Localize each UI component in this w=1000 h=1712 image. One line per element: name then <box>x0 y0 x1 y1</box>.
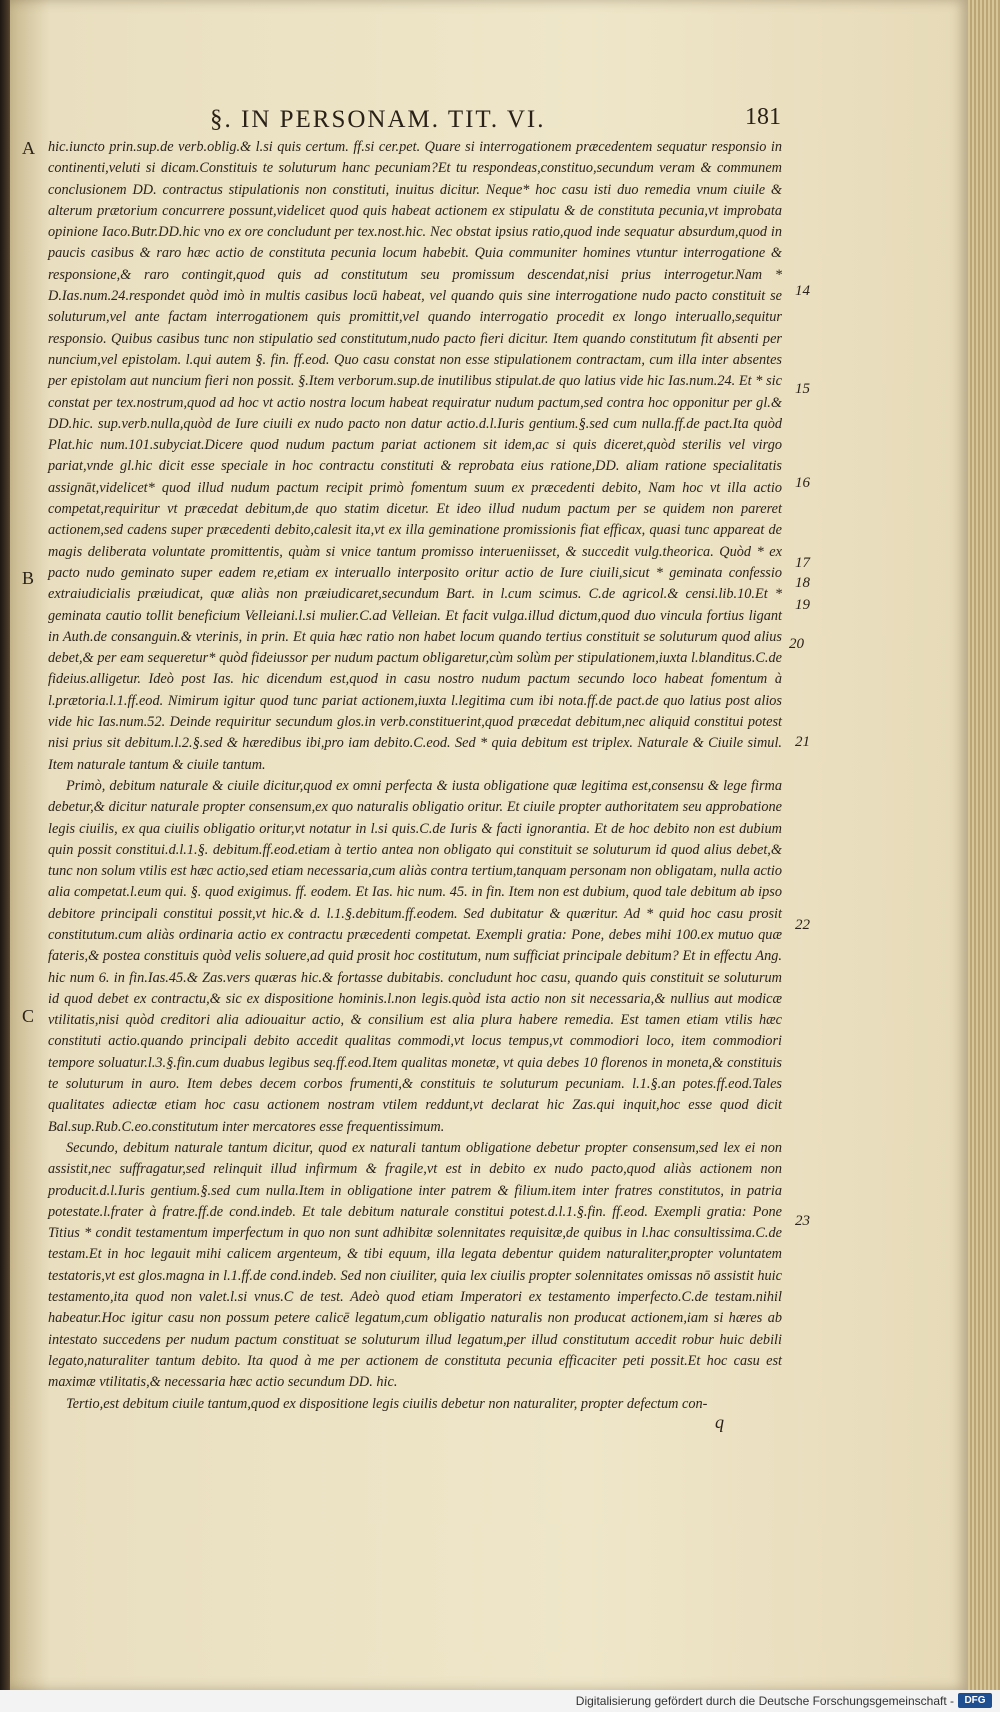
paragraph: Secundo, debitum naturale tantum dicitur, quod ex naturali tantum obligatione debetur propter consensum,sed lex ei non assistit,nec suffragatur,sed relinquit illud infirmum & fragile,vt est in debito ex nudo pacto,quod aliàs actionem non producit.d.l.Iuris gentium.§.sed cum nulla.Item in obligatione inter patrem & filium.item inter fratres constitutos, in patria potestate.l.frater à fratre.ff.de cond.indeb. Et tale debitum naturale constitui potest.d.l.1.§.fin. ff.eod. Exempli gratia: Pone Titius * condit testamentum imperfectum in quo non sunt adhibitæ solennitates requisitæ,de quibus in l.hac consultissima.C.de testam.Et in hoc legauit mihi calicem argenteum, & tibi equum, illa legata debentur quidem naturaliter,propter voluntatem testatoris,vt est glos.magna in l.1.ff.de cond.indeb. Sed non ciuiliter, quia lex ciuilis propter solennitates omissas nō assistit huic testamento,ita quod non valet.l.si vnus.C de test. Adeò quod etiam Imperatori ex testamento imperfecto.C.de testam.nihil habeatur.Hoc igitur casu non possum petere calicē legatum,cum obligatio naturalis non producat actionem,iam si hæres ab intestato succedens per nudum pactum constituat se soluturum illud legatum,per illud constitutum accedit robur huic debili legato,naturaliter tantum debito. Ita quod à me per actionem de constituta pecunia efficaciter peti possit.Et hoc casu est maximæ vtilitatis,& necessaria hæc actio secundum DD. hic. <box>48 1139 782 1391</box>
section-marker-a: A <box>22 138 35 158</box>
margin-number: 22 <box>795 917 810 933</box>
page-fore-edge <box>968 0 1000 1690</box>
dfg-logo: DFG <box>958 1693 992 1708</box>
margin-number: 16 <box>795 475 810 491</box>
margin-number: 15 <box>795 381 810 397</box>
book-page <box>10 0 968 1690</box>
page-number: 181 <box>745 104 781 130</box>
margin-number: 17 <box>795 555 810 571</box>
margin-number: 21 <box>795 734 810 750</box>
paragraph: Primò, debitum naturale & ciuile dicitur,quod ex omni perfecta & iusta obligatione quæ legitima est,consensu & lege firma debetur,& dicitur naturale propter consensum,ex quo naturalis obligatio oritur. Et ciuile propter authoritatem seu approbatione legis ciuilis, ex qua ciuilis obligatio oritur,vt notatur in l.si quis.C.de Iuris & facti ignorantia. Et de hoc debito non est dubium quin possit constitui.d.l.1.§. debitum.ff.eod.etiam à tertio antea non obligato qui constituit se soluturum id quod alius debet,& tunc non solum vtilis est hæc actio,sed etiam necessaria,cum aliàs contra tertium,tanquam personam non obligatam, nulla actio alia competat.l.eum qui. §. quod exigimus. ff. eodem. Et Ias. hic num. 45. in fin. Item non est dubium, quod tale debitum ab ipso debitore principali constitui possit,vt hic.& d. l.1.§.debitum.ff.eodem. Sed dubitatur & quæritur. Ad * quid hoc casu prosit constitutum.cum aliàs ordinaria actio ex contractu præcedenti competat. Exempli gratia: Pone, debes mihi 100.ex mutuo quæ fateris,& postea constituis quòd velis soluere,ad quid prosit hoc costitutum, num sufficiat principale debitum? Et in effectu Ang. hic num 6. in fin.Ias.45.& Zas.vers quæras hic.& fortasse dubitabis. concludunt hoc casu, quando quis constituit se soluturum id quod debet ex contractu,& sic ex dispositione hominis.l.non legis.quòd ista actio non sit necessaria,& nullius aut modicæ vtilitatis,nisi quòd creditori alia adiouaitur actio, & consilium est alia plura habere remedia. Est tamen etiam vtilis hæc constituti actio.quando principali debito accedit qualitas commodi,vt locus tempus,vt commodiori loco, item commodiori tempore soluatur.l.3.§.fin.cum duabus legibus seq.ff.eod.Item qualitas monetæ, vt quia debes 10 florenos in moneta,& constituis te soluturum in auro. Item debes decem corbos frumenti,& constituis te soluturum pecuniam. l.1.§.an potes.ff.eod.Tales qualitates adiectæ etiam hoc casu actionem nostram vtilem reddunt,vt declarat hic Zas.qui inquit,hoc esse quod dicit Bal.sup.Rub.C.eo.constitutum inter mercatores esse frequentissimum. <box>48 777 782 1135</box>
paragraph: Tertio,est debitum ciuile tantum,quod ex dispositione legis ciuilis debetur non naturaliter, propter defectum con- <box>66 1395 708 1412</box>
signature-mark: q <box>715 1412 724 1432</box>
body-text <box>48 137 782 1415</box>
margin-number: 23 <box>795 1213 810 1229</box>
margin-number: 18 <box>795 575 810 591</box>
running-title: §. IN PERSONAM. TIT. VI. <box>210 106 546 133</box>
section-marker-b: B <box>22 568 35 588</box>
margin-number: 19 <box>795 597 810 613</box>
footer-credit: Digitalisierung gefördert durch die Deutsche Forschungsgemeinschaft - <box>575 1694 954 1708</box>
margin-number: 20 <box>789 636 804 652</box>
footer-bar <box>0 1690 1000 1712</box>
paragraph: hic.iuncto prin.sup.de verb.oblig.& l.si quis certum. ff.si cer.pet. Quare si interrogationem præcedentem sequatur responsio in continenti,veluti si dicam.Constituis te soluturum hanc pecuniam?Et tu respondeas,constituo,secundum veram & communem conclusionem DD. contractus stipulationis non constituti, inuitus dicitur. Neque* hoc casu isti duo remedia vnum ciuile & alterum prætorium concurrere possunt,videlicet quod quis habeat actionem ex stipulatu & de constituta pecunia,vt improbata opinione Iaco.Butr.DD.hic vno ex ore concludunt per tex.nost.hic. Nec obstat ipsius ratio,quod inde sequatur absurdum,quod in paucis casibus & raro hæc actio de constituta pecunia locum habebit. Quia communiter homines vtuntur interrogatione & responsione,& raro contingit,quod quis ad constitutum seu promissum descendat,nisi prius interrogetur.Nam * D.Ias.num.24.respondet quòd imò in multis casibus locū habeat, vel quando quis sine interrogatione nudo pacto constituit se soluturum,vel ante factam interrogationem quis promittit,vel quando interrogatio procedit ex longo interuallo,sequitur responsio. Quibus casibus tunc non stipulatio sed constitutum,nudo pacto fieri dicitur. Item quando constitutum fit absenti per nuncium,vel epistolam. l.qui autem §. fin. ff.eod. Quo casu constat non esse stipulationem contractam, cum illa inter absentes per epistolam aut nuncium fieri non possit. §.Item verborum.sup.de inutilibus stipulat.de quo latius vide hic Ias.num.24. Et * sic constat per tex.nostrum,quod ad hoc vt actio nostra locum habeat requiratur nudum pactum,sed contra hoc opponitur per gl.& DD.hic. sup.verb.nulla,quòd de Iure ciuili ex nudo pacto non datur actio.d.l.Iuris gentium.§.sed cum nulla.ff.de pact.Ita quòd Plat.hic num.101.subyciat.Dicere quod nudum pactum pariat actionem sit idem,ac si quis diceret,quòd sterilis vel virgo pariat,vnde gl.hic dicit esse speciale in hoc contractu constituti & reprobata eius ratione,DD. aliam ratione specialitatis assignāt,videlicet* quod illud nudum pactum recipit primò fomentum suum ex præcedenti debito, Nam hoc vt illa actio competat,requiritur vt præcedat debitum,de quo statim dicetur. Et ideo illud nudum pactum per se quidem non pareret actionem,sed cadens super præcedenti debito,calesit ita,vt ex illa geminatione promissionis fiat efficax, quasi tunc appareat de magis deliberata voluntate promittentis, quàm si vnice tantum promisso interueniisset, & succedit vulg.theorica. Quòd * ex pacto nudo geminato super eadem re,etiam ex interuallo interposito oritur actio de Iure ciuili,sicut * geminata confessio extraiudicialis præiudicat, quæ aliàs non præiudicaret,secundum Bart. in l.cum scimus. C.de agricol.& censi.lib.10.Et * geminata cautio tollit beneficium Velleiani.l.si mulier.C.ad Velleian. Et facit vulga.illud dictum,quod duo vincula fortius ligant in Auth.de consanguin.& vterinis, in prin. Et quia hæc ratio non habet locum quando tertius constituit se soluturum quod alius debet,& per eam sequeretur* quòd fideiussor per nudum pactum obligaretur,cùm solùm per stipulationem,iuxta l.blanditus.C.de fideius.alligetur. Ideò post Ias. hic dicendum est,quod in casu nostro nudum pactum secundo loco habeat fomentum à l.prætoria.l.1.ff.eod. Nimirum igitur quod tunc pariat actionem,iuxta l.legitima cum ibi nota.ff.de pact.de quo latius post alios vide hic Ias.num.52. Deinde requiritur secundum glos.in verb.constituerint,quod præcedat debitum,nec aliquid constitui potest nisi prius sit debitum.l.2.§.sed & hæredibus ibi,pro iam debito.C.eod. Sed * quia debitum est triplex. Naturale & Ciuile simul. Item naturale tantum & ciuile tantum. <box>48 139 782 773</box>
margin-number: 14 <box>795 283 810 299</box>
section-marker-c: C <box>22 1006 35 1026</box>
